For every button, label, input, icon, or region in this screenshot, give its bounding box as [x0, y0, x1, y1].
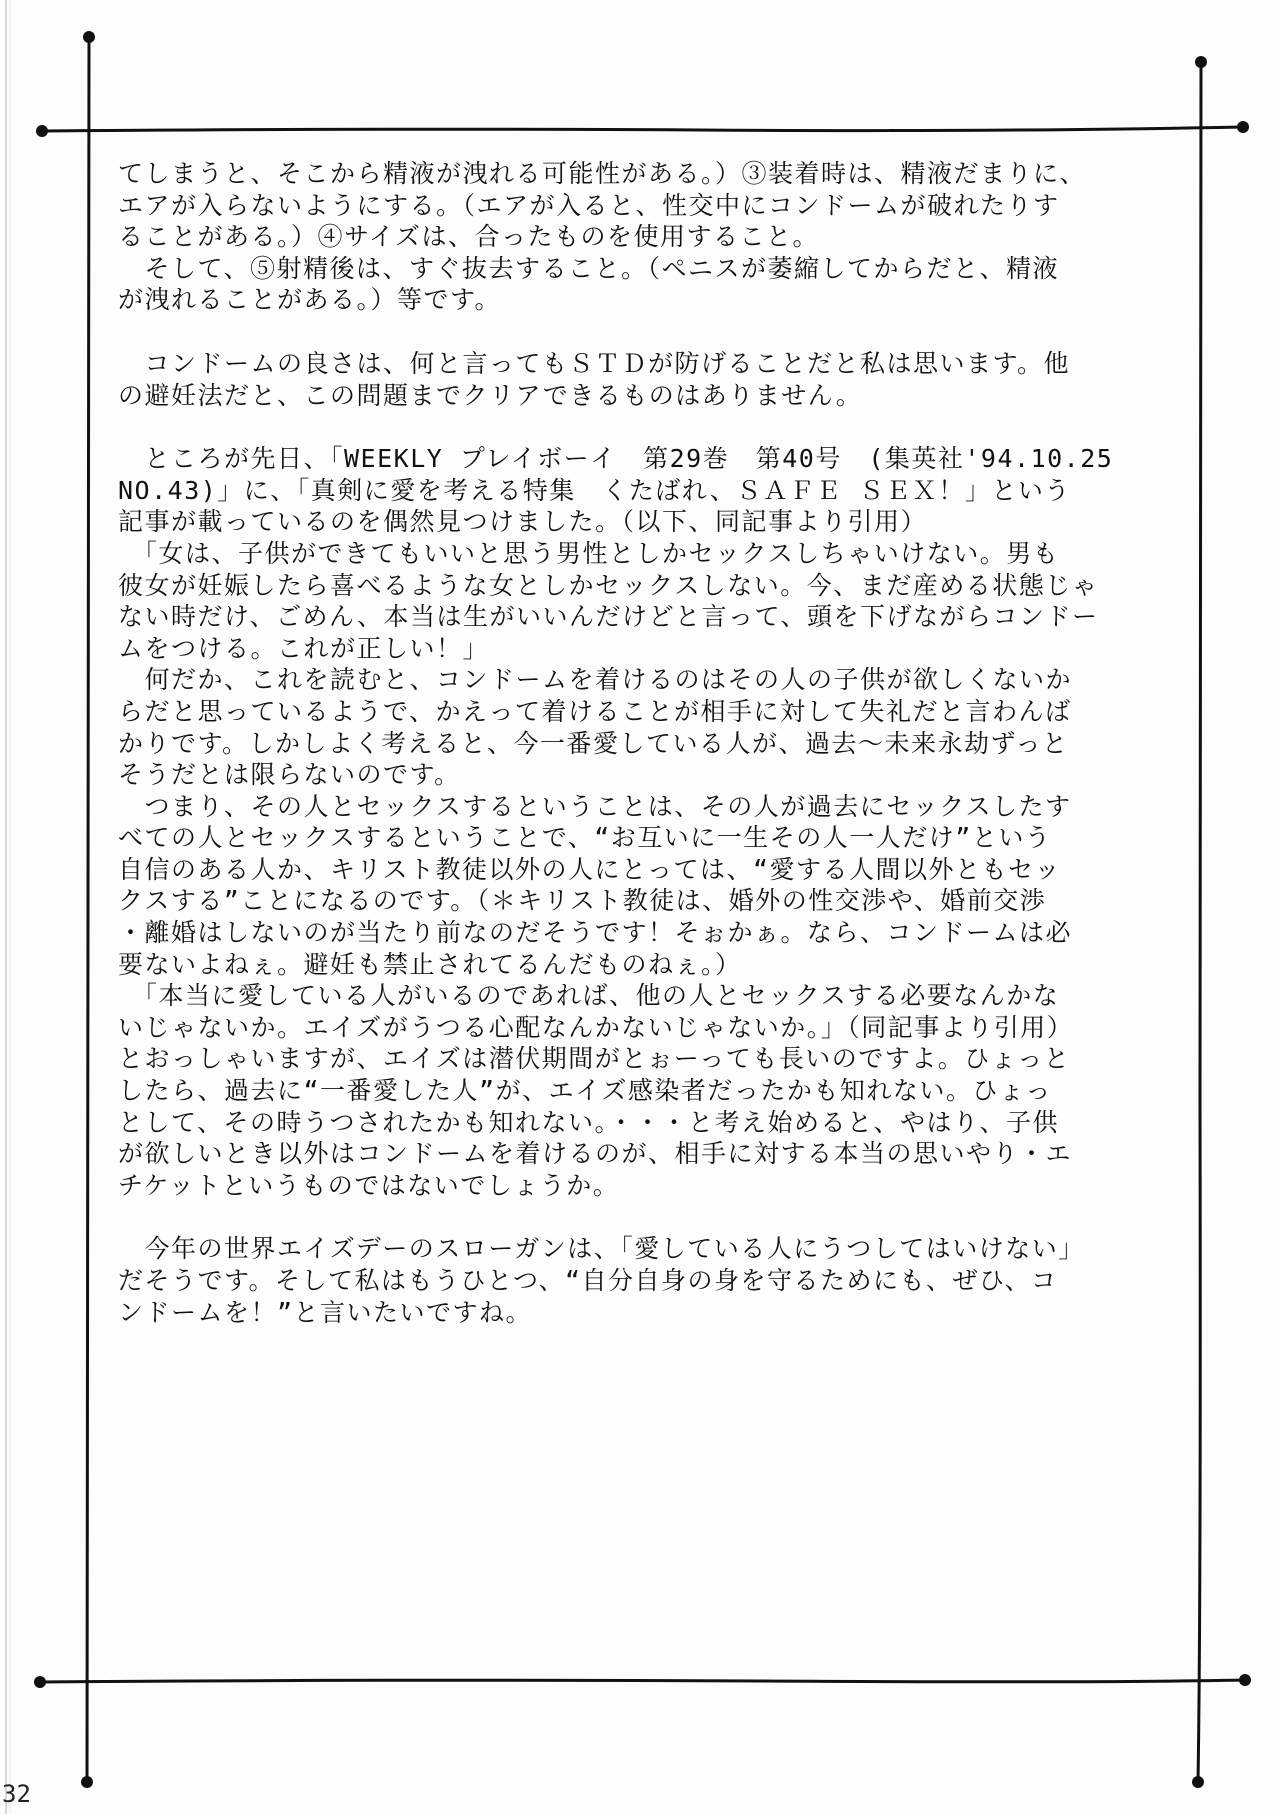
text-line: ない時だけ、ごめん、本当は生がいいんだけどと言って、頭を下げながらコンドー	[118, 602, 1099, 632]
text-line: NO.43)」に、「真剣に愛を考える特集 くたばれ、ＳＡＦＥ ＳＥＸ！」という	[118, 475, 1071, 505]
text-line: 「本当に愛している人がいるのであれば、他の人とセックスする必要なんかな	[118, 981, 1060, 1011]
text-line: 「女は、子供ができてもいいと思う男性としかセックスしちゃいけない。男も	[118, 538, 1060, 568]
frame-dot-bottom-left-horizontal	[34, 1676, 46, 1688]
frame-dot-bottom-right-horizontal	[1239, 1674, 1251, 1686]
text-line: エアが入らないようにする。（エアが入ると、性交中にコンドームが破れたりす	[118, 190, 1060, 220]
text-line: チケットというものではないでしょうか。	[118, 1170, 620, 1200]
paragraph-std-prevention	[118, 348, 1178, 411]
frame-left-line	[87, 37, 89, 1782]
text-line: が洩れることがある。）等です。	[118, 285, 502, 315]
text-line: したら、過去に“一番愛した人”が、エイズ感染者だったかも知れない。ひょっ	[118, 1076, 1052, 1106]
frame-dot-top-left-horizontal	[36, 125, 48, 137]
text-line: だそうです。そして私はもうひとつ、“自分自身の身を守るためにも、ぜひ、コ	[118, 1266, 1058, 1295]
text-line: 自信のある人か、キリスト教徒以外の人にとっては、“愛する人間以外ともセッ	[118, 854, 1062, 884]
paragraph-condom-usage	[118, 158, 1178, 316]
text-line: 要ないよねぇ。避妊も禁止されてるんだものねぇ。）	[118, 949, 742, 979]
text-line: とおっしゃいますが、エイズは潜伏期間がとぉーっても長いのですよ。ひょっと	[118, 1044, 1071, 1074]
frame-top-line	[42, 127, 1243, 131]
text-line: かりです。しかしよく考えると、今一番愛している人が、過去～未来永劫ずっと	[118, 728, 1069, 758]
text-line: つまり、その人とセックスするということは、その人が過去にセックスしたす	[118, 791, 1072, 821]
text-line: いじゃないか。エイズがうつる心配なんかないじゃないか。」（同記事より引用）	[118, 1012, 1074, 1042]
paragraph-magazine-quote	[118, 443, 1178, 1201]
text-line: 彼女が妊娠したら喜べるような女としかセックスしない。今、まだ産める状態じゃ	[118, 570, 1099, 600]
text-line: そうだとは限らないのです。	[118, 760, 461, 790]
text-line: ンドームを！”と言いたいですね。	[118, 1297, 533, 1327]
text-line: 今年の世界エイズデーのスローガンは、「愛している人にうつしてはいけない」	[118, 1234, 1085, 1264]
frame-bottom-line	[40, 1680, 1245, 1682]
page-number: 32	[2, 1780, 31, 1808]
frame-dot-right-top	[1195, 56, 1207, 68]
text-line: が欲しいとき以外はコンドームを着けるのが、相手に対する本当の思いやり・エ	[118, 1139, 1073, 1169]
frame-dot-left-top	[83, 31, 95, 43]
text-line: 何だか、これを読むと、コンドームを着けるのはその人の子供が欲しくないか	[118, 665, 1073, 695]
text-line: べての人とセックスするということで、“お互いに一生その人一人だけ”という	[118, 823, 1052, 853]
frame-dot-right-bottom	[1192, 1776, 1204, 1788]
text-line: クスする”ことになるのです。（＊キリスト教徒は、婚外の性交渉や、婚前交渉	[118, 886, 1047, 916]
text-line: ところが先日、「WEEKLY プレイボーイ 第29巻 第40号 (集英社'94.10.25	[118, 444, 1114, 474]
text-line: そして、⑤射精後は、すぐ抜去すること。（ペニスが萎縮してからだと、精液	[118, 253, 1060, 283]
paragraph-world-aids-day	[118, 1233, 1178, 1328]
article-body	[118, 158, 1178, 1360]
text-line: の避妊法だと、この問題までクリアできるものはありません。	[118, 380, 863, 410]
text-line: ることがある。）④サイズは、合ったものを使用すること。	[118, 222, 820, 252]
text-line: ムをつける。これが正しい！」	[118, 633, 490, 663]
frame-dot-top-right-horizontal	[1237, 121, 1249, 133]
text-line: 記事が載っているのを偶然見つけました。（以下、同記事より引用）	[118, 507, 928, 537]
frame-dot-left-bottom	[81, 1776, 93, 1788]
frame-right-line	[1198, 62, 1201, 1782]
text-line: ・離婚はしないのが当たり前なのだそうです！そぉかぁ。なら、コンドームは必	[118, 918, 1073, 948]
text-line: らだと思っているようで、かえって着けることが相手に対して失礼だと言わんば	[118, 696, 1072, 726]
text-line: として、その時うつされたかも知れない。・・・と考え始めると、やはり、子供	[118, 1107, 1060, 1137]
text-line: コンドームの良さは、何と言ってもＳＴＤが防げることだと私は思います。他	[118, 348, 1071, 378]
text-line: てしまうと、そこから精液が洩れる可能性がある。）③装着時は、精液だまりに、	[118, 159, 1087, 188]
